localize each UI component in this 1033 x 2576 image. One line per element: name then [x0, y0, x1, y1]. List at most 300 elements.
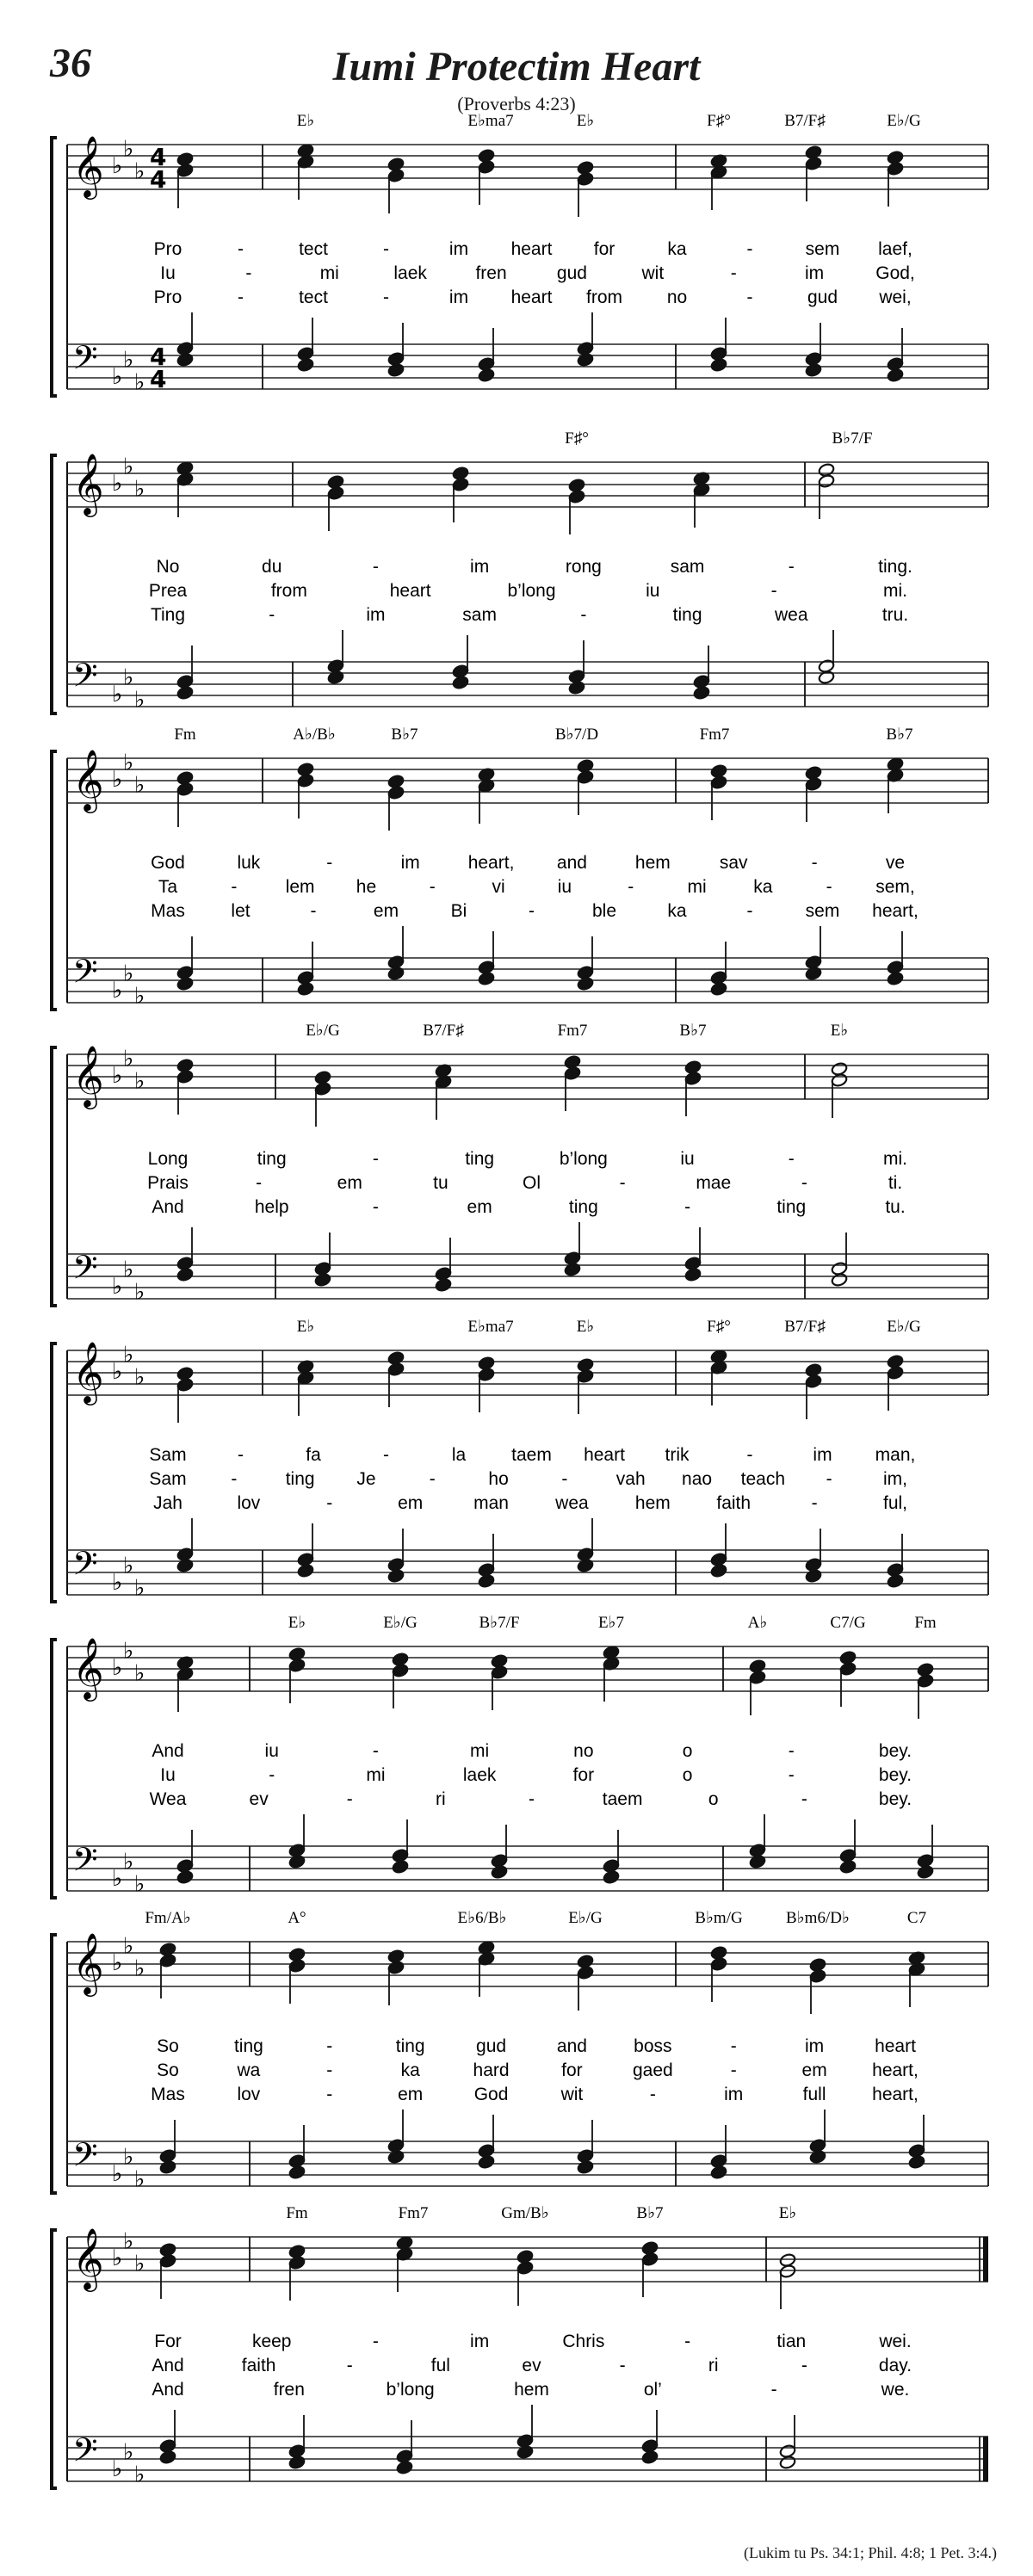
chord-symbol: E♭ [778, 2204, 797, 2222]
lyric-syllable: So [157, 2036, 179, 2056]
treble-note-head [176, 770, 194, 785]
chord-symbol: Gm/B♭ [501, 2204, 549, 2222]
lyric-syllable: laek [393, 263, 427, 283]
chord-symbol: E♭ [288, 1614, 306, 1632]
lyric-syllable: wea [555, 1493, 589, 1513]
bass-note-head [805, 954, 822, 969]
time-signature-top: 4 [150, 143, 167, 171]
lyric-syllable: - [580, 605, 587, 625]
lyric-syllable: for [593, 239, 615, 259]
lyric-syllable: ting [776, 1197, 807, 1217]
bass-note-head [176, 1256, 194, 1270]
system-bracket [52, 1640, 57, 1898]
bass-note-head [839, 1848, 857, 1863]
treble-note-head [176, 151, 194, 166]
bass-note-head [176, 674, 194, 689]
lyric-syllable: - [801, 2356, 807, 2375]
lyric-syllable: - [383, 287, 389, 307]
bass-note-head [327, 658, 344, 673]
treble-note-head [491, 1653, 508, 1668]
lyric-syllable: Long [147, 1149, 189, 1169]
flat-accidental: ♭ [112, 1274, 123, 1300]
bass-note-head [577, 1547, 594, 1561]
lyric-syllable: Bi [450, 901, 467, 921]
lyric-syllable: tru. [881, 605, 909, 625]
bass-note-head [805, 351, 822, 366]
lyric-syllable: Je [356, 1469, 376, 1489]
flat-accidental: ♭ [134, 1364, 145, 1391]
treble-note-head [478, 148, 495, 163]
flat-accidental: ♭ [134, 1279, 145, 1306]
lyric-syllable: ble [591, 901, 617, 921]
lyric-syllable: la [451, 1445, 467, 1465]
flat-accidental: ♭ [112, 682, 123, 707]
lyric-syllable: em [467, 1197, 492, 1217]
time-signature-top: 4 [150, 343, 167, 371]
treble-note-head [176, 1058, 194, 1072]
bass-note-head [176, 1858, 194, 1873]
lyric-syllable: sav [719, 853, 748, 873]
lyric-syllable: Sam [149, 1445, 187, 1465]
lyric-syllable: gud [476, 2036, 507, 2056]
flat-accidental: ♭ [112, 1359, 123, 1385]
lyric-syllable: - [811, 1493, 818, 1513]
lyric-syllable: ting [233, 2036, 263, 2056]
lyric-syllable: heart [510, 239, 553, 259]
treble-note-head [568, 478, 585, 492]
lyric-syllable: ka [400, 2060, 420, 2080]
treble-note-head [564, 1054, 581, 1069]
lyric-syllable: tu. [885, 1197, 906, 1217]
lyric-syllable: For [154, 2332, 182, 2351]
lyric-syllable: im [813, 1445, 832, 1465]
lyric-syllable: - [429, 1469, 436, 1489]
bass-clef-icon: 𝄢 [72, 656, 98, 702]
bass-note-head [387, 351, 405, 366]
treble-note-head [387, 1949, 405, 1963]
bass-note-head [564, 1251, 581, 1265]
lyric-syllable: - [746, 287, 753, 307]
bass-note-head [710, 346, 727, 361]
treble-note-head [805, 765, 822, 780]
bass-note-head [478, 356, 495, 371]
treble-note-head [839, 1650, 857, 1665]
lyric-syllable: ting. [878, 557, 912, 577]
bass-note-head [288, 1843, 306, 1857]
lyric-syllable: Jah [153, 1493, 182, 1513]
lyric-syllable: sem [805, 239, 840, 259]
lyric-syllable: sam [670, 557, 705, 577]
bass-note-head [452, 664, 469, 678]
lyric-syllable: iu [680, 1149, 695, 1169]
lyric-syllable: - [788, 557, 795, 577]
lyric-syllable: no [666, 287, 688, 307]
treble-clef-icon: 𝄞 [72, 748, 104, 811]
lyric-syllable: - [372, 1149, 379, 1169]
lyric-syllable: heart [510, 287, 553, 307]
music-system [52, 1318, 988, 1602]
flat-accidental: ♭ [123, 2439, 134, 2466]
treble-note-head [159, 2242, 176, 2257]
lyric-syllable: Ol [523, 1173, 541, 1193]
lyric-syllable: lem [285, 877, 315, 897]
lyric-syllable: - [231, 1469, 238, 1489]
chord-symbol: A♭/B♭ [293, 726, 336, 744]
chord-symbol: F♯° [707, 112, 731, 130]
chord-symbol: E♭ [576, 112, 595, 130]
lyric-syllable: em [373, 901, 399, 921]
lyric-syllable: Prea [148, 581, 188, 601]
treble-note-head [314, 1070, 331, 1084]
lyric-syllable: mi. [883, 581, 907, 601]
flat-accidental: ♭ [134, 2462, 145, 2488]
lyric-syllable: ful, [882, 1493, 908, 1513]
lyric-syllable: ri [708, 2356, 719, 2375]
lyric-syllable: o [682, 1765, 693, 1785]
flat-accidental: ♭ [134, 687, 145, 713]
lyric-syllable: ev [249, 1789, 269, 1809]
flat-accidental: ♭ [134, 1575, 145, 1602]
lyric-syllable: em [801, 2060, 827, 2080]
lyric-syllable: im [448, 287, 469, 307]
bass-note-head [603, 1858, 620, 1873]
lyric-syllable: wit [560, 2085, 584, 2104]
lyric-syllable: - [801, 1173, 807, 1193]
treble-note-head [917, 1662, 934, 1677]
treble-note-head [577, 758, 594, 773]
bass-clef-icon: 𝄢 [72, 1840, 98, 1887]
treble-note-head [478, 1356, 495, 1370]
lyric-syllable: faith [241, 2356, 276, 2375]
lyric-syllable: - [684, 1197, 691, 1217]
lyric-syllable: b’long [559, 1149, 608, 1169]
treble-note-head [288, 2244, 306, 2258]
chord-symbol: B♭7 [886, 726, 913, 744]
bass-note-head [392, 1848, 409, 1863]
lyric-syllable: laek [462, 1765, 497, 1785]
lyric-syllable: God [473, 2085, 509, 2104]
treble-note-head [516, 2249, 534, 2264]
lyric-syllable: sem [805, 901, 840, 921]
lyric-syllable: vi [492, 877, 505, 897]
lyric-syllable: du [262, 557, 282, 577]
bass-note-head [577, 2148, 594, 2163]
lyric-syllable: Iu [160, 1765, 176, 1785]
lyric-syllable: - [811, 853, 818, 873]
treble-note-head [327, 474, 344, 489]
lyric-syllable: for [561, 2060, 583, 2080]
flat-accidental: ♭ [123, 664, 134, 691]
flat-accidental: ♭ [112, 1063, 123, 1089]
music-system [52, 1022, 988, 1306]
lyric-syllable: heart, [872, 2060, 919, 2080]
treble-clef-icon: 𝄞 [72, 2227, 104, 2289]
chord-symbol: B7/F♯ [423, 1022, 464, 1040]
lyric-syllable: God [151, 853, 185, 873]
music-system [52, 112, 988, 396]
chord-symbol: E♭ma7 [467, 1318, 514, 1336]
lyric-syllable: ka [667, 239, 687, 259]
bass-note-head [159, 2148, 176, 2163]
flat-accidental: ♭ [123, 136, 134, 163]
lyric-syllable: - [372, 1197, 379, 1217]
bass-note-head [818, 658, 835, 673]
chord-symbol: E♭ [296, 112, 315, 130]
chord-symbol: B♭7/F [479, 1614, 520, 1632]
lyric-syllable: nao [682, 1469, 713, 1489]
lyric-syllable: - [269, 605, 275, 625]
treble-note-head [577, 1357, 594, 1372]
treble-note-head [387, 1350, 405, 1365]
lyric-syllable: hem [634, 1493, 671, 1513]
lyric-syllable: from [270, 581, 307, 601]
lyric-syllable: em [337, 1173, 362, 1193]
lyric-syllable: im [724, 2085, 744, 2104]
chord-symbol: C7/G [830, 1614, 866, 1632]
treble-note-head [159, 1942, 176, 1956]
music-system [52, 726, 988, 1010]
flat-accidental: ♭ [112, 471, 123, 497]
treble-note-head [288, 1646, 306, 1661]
lyric-syllable: sam [462, 605, 497, 625]
lyric-syllable: fren [475, 263, 507, 283]
treble-clef-icon: 𝄞 [72, 1636, 104, 1699]
flat-accidental: ♭ [112, 2246, 123, 2271]
bass-note-head [288, 2443, 306, 2458]
lyric-syllable: ting [257, 1149, 287, 1169]
chord-symbol: B♭m6/D♭ [786, 1909, 850, 1927]
system-bracket [52, 1047, 57, 1306]
lyric-syllable: keep [251, 2332, 292, 2351]
flat-accidental: ♭ [134, 2166, 145, 2193]
lyric-syllable: - [346, 1789, 353, 1809]
lyric-syllable: tect [299, 239, 328, 259]
flat-accidental: ♭ [134, 158, 145, 185]
lyric-syllable: - [238, 287, 244, 307]
lyric-syllable: And [152, 2356, 184, 2375]
lyric-syllable: boss [634, 2036, 672, 2056]
lyric-syllable: - [801, 1789, 807, 1809]
flat-accidental: ♭ [112, 2161, 123, 2187]
bass-note-head [568, 669, 585, 683]
lyric-syllable: em [398, 1493, 424, 1513]
system-bracket [52, 455, 57, 713]
lyric-syllable: mae [696, 1173, 732, 1193]
chord-symbol: E♭6/B♭ [457, 1909, 507, 1927]
bass-note-head [779, 2443, 796, 2458]
lyric-syllable: laef, [878, 239, 912, 259]
lyric-syllable: - [788, 1149, 795, 1169]
treble-note-head [577, 1954, 594, 1968]
treble-note-head [749, 1659, 766, 1673]
treble-note-head [288, 1947, 306, 1961]
lyric-syllable: No [156, 557, 180, 577]
flat-accidental: ♭ [123, 2228, 134, 2255]
system-bracket [52, 2230, 57, 2488]
flat-accidental: ♭ [112, 1866, 123, 1892]
bass-note-head [478, 2143, 495, 2158]
lyric-syllable: heart [584, 1445, 625, 1465]
bass-note-head [710, 2153, 727, 2168]
lyric-syllable: - [326, 1493, 333, 1513]
flat-accidental: ♭ [123, 1342, 134, 1368]
lyric-syllable: im [805, 263, 825, 283]
treble-note-head [452, 466, 469, 480]
lyric-syllable: ve [885, 853, 906, 873]
lyric-syllable: heart [875, 2036, 916, 2056]
chord-symbol: Fm7 [557, 1022, 588, 1040]
lyric-syllable: luk [237, 853, 261, 873]
lyric-syllable: - [372, 2332, 379, 2351]
bass-clef-icon: 𝄢 [72, 2431, 98, 2477]
lyric-syllable: Sam [149, 1469, 187, 1489]
lyric-syllable: - [770, 2380, 777, 2400]
chord-symbol: Fm7 [699, 726, 730, 744]
flat-accidental: ♭ [112, 1655, 123, 1681]
lyric-syllable: Pro [153, 287, 182, 307]
chord-symbol: Fm7 [398, 2204, 429, 2222]
bass-note-head [159, 2438, 176, 2453]
bass-note-head [297, 970, 314, 985]
treble-note-head [176, 1366, 194, 1381]
music-system [52, 1614, 988, 1898]
treble-clef-icon: 𝄞 [72, 452, 104, 515]
flat-accidental: ♭ [134, 1660, 145, 1687]
lyric-syllable: - [383, 239, 389, 259]
chord-symbol: Fm [174, 726, 196, 744]
treble-note-head [805, 1362, 822, 1377]
music-system [52, 2204, 988, 2488]
flat-accidental: ♭ [123, 1849, 134, 1875]
lyric-syllable: - [770, 581, 777, 601]
bass-note-head [577, 341, 594, 355]
footer-references: (Lukim tu Ps. 34:1; Phil. 4:8; 1 Pet. 3:4.) [743, 2544, 997, 2561]
bass-note-head [641, 2438, 659, 2453]
lyric-syllable: for [572, 1765, 595, 1785]
lyric-syllable: trik [665, 1445, 690, 1465]
lyric-syllable: - [619, 2356, 626, 2375]
lyric-syllable: hem [514, 2380, 549, 2400]
chord-symbol: B♭m/G [695, 1909, 743, 1927]
bass-note-head [577, 965, 594, 979]
bass-note-head [710, 1552, 727, 1566]
lyric-syllable: wei, [879, 287, 912, 307]
lyric-syllable: gud [807, 287, 838, 307]
lyric-syllable: Wea [149, 1789, 187, 1809]
lyric-syllable: gaed [632, 2060, 673, 2080]
chord-symbol: B♭7/D [554, 726, 599, 744]
lyric-syllable: hem [634, 853, 671, 873]
lyric-syllable: vah [615, 1469, 646, 1489]
lyric-syllable: - [746, 239, 753, 259]
lyric-syllable: rong [565, 557, 602, 577]
flat-accidental: ♭ [123, 750, 134, 776]
flat-accidental: ♭ [112, 2456, 123, 2482]
bass-note-head [297, 346, 314, 361]
bass-note-head [917, 1853, 934, 1868]
lyric-syllable: - [372, 1741, 379, 1761]
lyric-syllable: day. [878, 2356, 912, 2375]
music-system [52, 429, 988, 713]
time-signature-bottom: 4 [150, 365, 167, 393]
chord-symbol: E♭/G [306, 1022, 340, 1040]
treble-note-head [818, 462, 835, 477]
bass-clef-icon: 𝄢 [72, 1248, 98, 1294]
chord-symbol: C7 [906, 1909, 927, 1927]
lyric-syllable: heart, [467, 853, 515, 873]
lyric-syllable: - [238, 239, 244, 259]
flat-accidental: ♭ [112, 978, 123, 1004]
lyric-syllable: - [628, 877, 634, 897]
lyric-syllable: - [730, 263, 737, 283]
scripture-reference: (Proverbs 4:23) [457, 93, 576, 114]
lyric-syllable: ting [465, 1149, 495, 1169]
lyric-syllable: im [448, 239, 469, 259]
chord-symbol: A° [288, 1909, 306, 1927]
lyric-syllable: mi [470, 1741, 490, 1761]
chord-symbol: F♯° [707, 1318, 731, 1336]
chord-symbol: E♭/G [568, 1909, 603, 1927]
chord-symbol: B7/F♯ [784, 1318, 826, 1336]
lyric-syllable: And [152, 1197, 184, 1217]
lyric-syllable: lov [237, 2085, 261, 2104]
flat-accidental: ♭ [134, 369, 145, 396]
bass-note-head [297, 1552, 314, 1566]
lyric-syllable: b’long [507, 581, 556, 601]
treble-note-head [641, 2240, 659, 2255]
lyric-syllable: and [556, 2036, 587, 2056]
treble-note-head [710, 1945, 727, 1960]
lyric-syllable: Mas [151, 901, 185, 921]
lyric-syllable: ka [753, 877, 773, 897]
lyric-syllable: - [529, 1789, 535, 1809]
lyric-syllable: im, [883, 1469, 907, 1489]
lyric-syllable: ho [488, 1469, 509, 1489]
bass-note-head [805, 1557, 822, 1572]
lyric-syllable: wit [641, 263, 665, 283]
lyric-syllable: And [152, 1741, 184, 1761]
bass-note-head [887, 1562, 904, 1577]
lyric-syllable: ting [672, 605, 702, 625]
lyric-syllable: hard [473, 2060, 510, 2080]
time-signature-bottom: 4 [150, 165, 167, 194]
bass-note-head [478, 960, 495, 974]
bass-note-head [387, 2138, 405, 2153]
lyric-syllable: - [746, 1445, 753, 1465]
lyric-syllable: wa [237, 2060, 261, 2080]
lyric-syllable: bey. [878, 1741, 912, 1761]
lyric-syllable: - [383, 1445, 389, 1465]
lyric-syllable: bey. [878, 1789, 912, 1809]
flat-accidental: ♭ [123, 1046, 134, 1072]
lyric-syllable: heart [389, 581, 431, 601]
lyric-syllable: - [326, 2060, 333, 2080]
lyric-syllable: ri [436, 1789, 446, 1809]
flat-accidental: ♭ [123, 1553, 134, 1579]
lyric-syllable: mi [319, 263, 339, 283]
lyric-syllable: ti. [888, 1173, 903, 1193]
lyric-syllable: b’long [386, 2380, 435, 2400]
bass-note-head [176, 341, 194, 355]
flat-accidental: ♭ [112, 153, 123, 179]
lyric-syllable: o [708, 1789, 719, 1809]
bass-note-head [887, 356, 904, 371]
treble-clef-icon: 𝄞 [72, 134, 104, 197]
bass-note-head [491, 1853, 508, 1868]
flat-accidental: ♭ [112, 1950, 123, 1976]
lyric-syllable: tect [299, 287, 328, 307]
bass-clef-icon: 𝄢 [72, 952, 98, 998]
